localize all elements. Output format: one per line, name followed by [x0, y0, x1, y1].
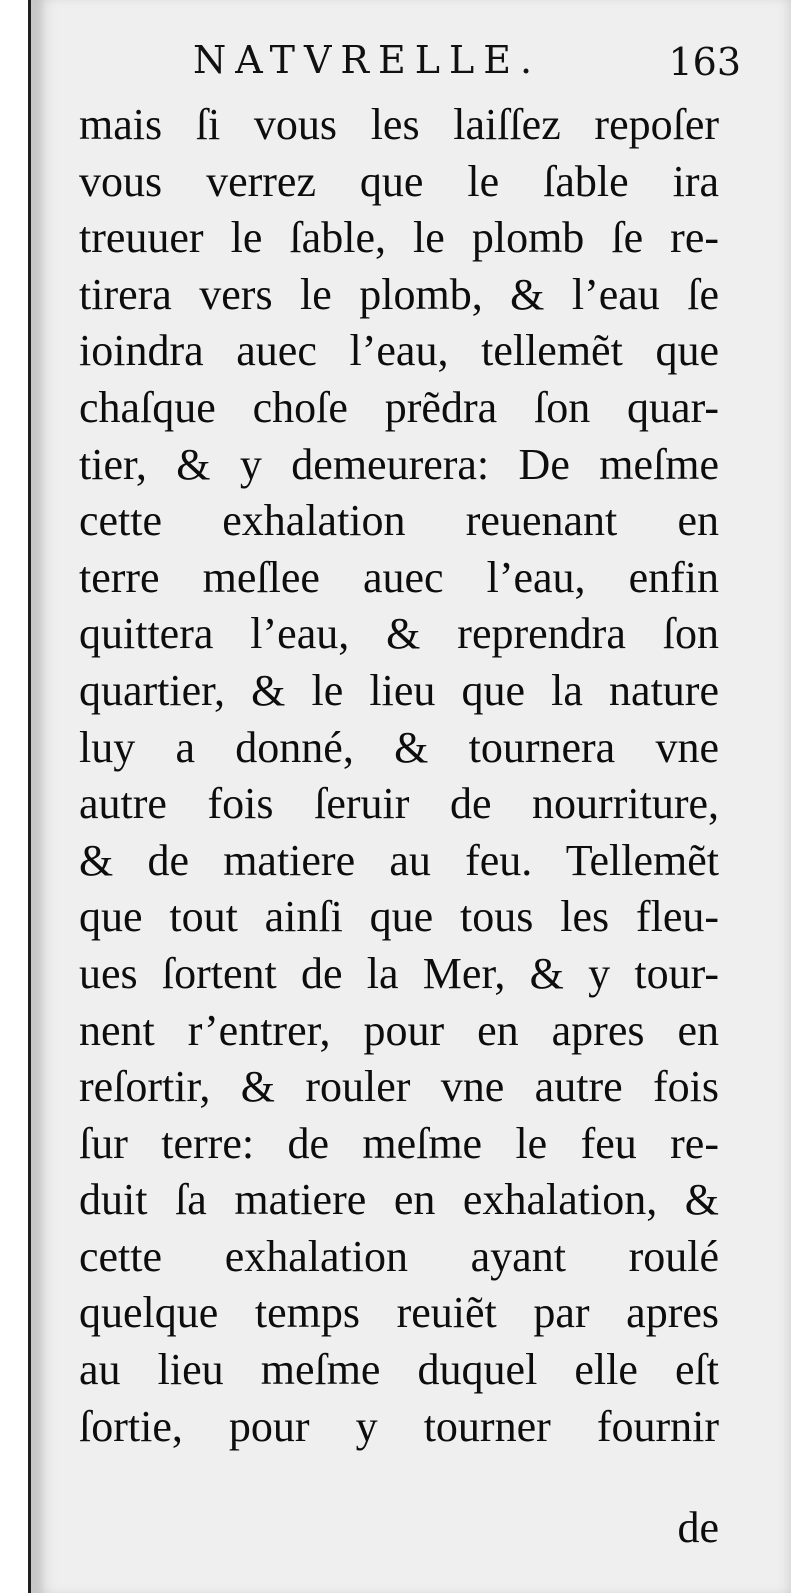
text-line: nent r’entrer, pour en apres en — [79, 1005, 719, 1055]
text-line: au lieu meſme duquel elle eſt — [79, 1345, 719, 1395]
running-head: NATVRELLE. — [193, 38, 542, 82]
text-line: ioindra auec l’eau, tellemẽt que — [79, 326, 719, 376]
text-line: cette exhalation reuenant en — [79, 496, 719, 546]
text-line: ſur terre: de meſme le feu re- — [79, 1118, 719, 1168]
text-line: reſortir, & rouler vne autre fois — [79, 1062, 719, 1112]
text-line: autre fois ſeruir de nourriture, — [79, 779, 719, 829]
text-line: luy a donné, & tournera vne — [79, 722, 719, 772]
body-text — [79, 97, 719, 1455]
text-line: vous verrez que le ſable ira — [79, 156, 719, 206]
text-line: & de matiere au feu. Tellemẽt — [79, 835, 719, 885]
text-line: tier, & y demeurera: De meſme — [79, 439, 719, 489]
text-line: terre meſlee auec l’eau, enfin — [79, 552, 719, 602]
text-line: que tout ainſi que tous les fleu- — [79, 892, 719, 942]
book-page — [28, 0, 791, 1593]
page-number: 163 — [668, 40, 741, 84]
text-line: treuuer le ſable, le plomb ſe re- — [79, 213, 719, 263]
text-line: quittera l’eau, & reprendra ſon — [79, 609, 719, 659]
text-line: mais ſi vous les laiſſez repoſer — [79, 100, 719, 149]
text-line: tirera vers le plomb, & l’eau ſe — [79, 269, 719, 319]
text-line: chaſque choſe prẽdra ſon quar- — [79, 382, 719, 432]
page-header — [181, 38, 741, 92]
text-line: cette exhalation ayant roulé — [79, 1231, 719, 1281]
text-line: ſortie, pour y tourner fournir — [79, 1401, 719, 1451]
catchword-row — [79, 1500, 719, 1556]
catchword: de — [677, 1503, 719, 1552]
page-gutter-shadow — [31, 0, 45, 1593]
text-line: ues ſortent de la Mer, & y tour- — [79, 948, 719, 998]
text-line: duit ſa matiere en exhalation, & — [79, 1175, 719, 1225]
text-line: quelque temps reuiẽt par apres — [79, 1288, 719, 1338]
text-line: quartier, & le lieu que la nature — [79, 665, 719, 715]
